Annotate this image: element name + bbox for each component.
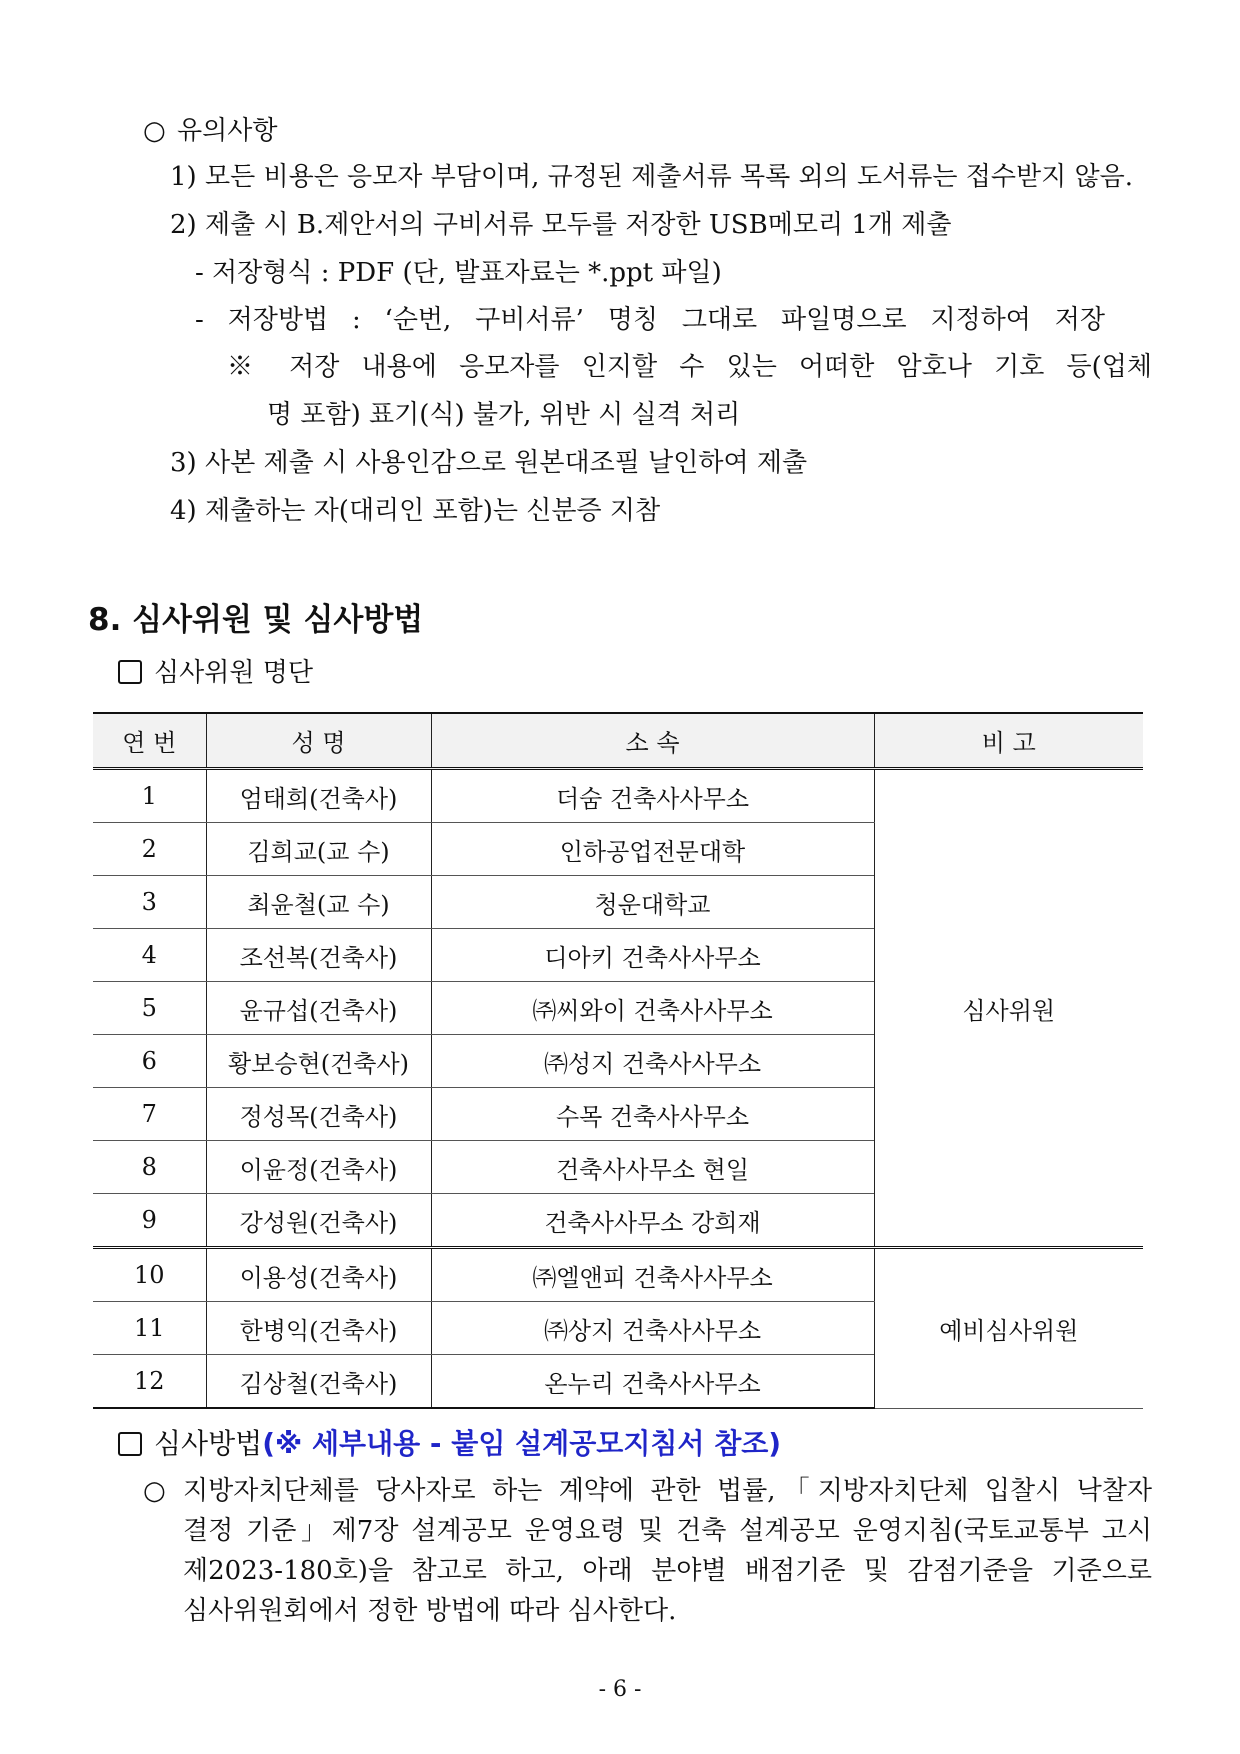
header-affiliation: 소 속 [431,713,874,769]
cell-number: 4 [93,929,206,982]
method-line-4: 심사위원회에서 정한 방법에 따라 심사한다. [183,1596,677,1626]
note-item-2: 2) 제출 시 B.제안서의 구비서류 모두를 저장한 USB메모리 1개 제출 [170,210,952,240]
cell-affiliation: 건축사사무소 현일 [431,1141,874,1194]
cell-affiliation: 건축사사무소 강희재 [431,1194,874,1248]
cell-name: 김상철(건축사) [206,1355,431,1409]
checkbox-square-icon [118,1432,142,1456]
cell-affiliation: ㈜성지 건축사사무소 [431,1035,874,1088]
cell-number: 10 [93,1248,206,1302]
cell-affiliation: ㈜씨와이 건축사사무소 [431,982,874,1035]
cell-name: 이용성(건축사) [206,1248,431,1302]
header-remarks: 비 고 [874,713,1143,769]
header-number: 연 번 [93,713,206,769]
table-header-row [93,713,1143,769]
cell-number: 6 [93,1035,206,1088]
cell-name: 최윤철(교 수) [206,876,431,929]
note-item-3: 3) 사본 제출 시 사용인감으로 원본대조필 날인하여 제출 [170,448,808,478]
cell-number: 7 [93,1088,206,1141]
cell-name: 이윤정(건축사) [206,1141,431,1194]
checkbox-square-icon [118,660,142,684]
cell-remarks-main: 심사위원 [874,769,1143,1248]
cell-number: 9 [93,1194,206,1248]
cell-affiliation: 온누리 건축사사무소 [431,1355,874,1409]
note-item-2-method: - 저장방법 : ‘순번, 구비서류’ 명칭 그대로 파일명으로 지정하여 저장 [195,305,1105,335]
notes-heading [143,114,277,148]
section-title: 8. 심사위원 및 심사방법 [88,602,424,638]
cell-number: 5 [93,982,206,1035]
cell-number: 11 [93,1302,206,1355]
cell-name: 정성목(건축사) [206,1088,431,1141]
cell-name: 조선복(건축사) [206,929,431,982]
cell-name: 김희교(교 수) [206,823,431,876]
method-line-3: 제2023-180호)을 참고로 하고, 아래 분야별 배점기준 및 감점기준을 기준으로 [183,1556,1152,1586]
cell-number: 2 [93,823,206,876]
circle-bullet-icon: ○ [143,1476,166,1506]
cell-name: 한병익(건축사) [206,1302,431,1355]
cell-name: 엄태희(건축사) [206,769,431,823]
cell-number: 12 [93,1355,206,1409]
cell-number: 3 [93,876,206,929]
committee-table [93,712,1143,1409]
table-row [93,769,1143,823]
cell-affiliation: 더숨 건축사사무소 [431,769,874,823]
cell-affiliation: 디아키 건축사사무소 [431,929,874,982]
cell-number: 1 [93,769,206,823]
cell-affiliation: 인하공업전문대학 [431,823,874,876]
note-item-2-warning-cont: 명 포함) 표기(식) 불가, 위반 시 실격 처리 [267,400,741,430]
note-item-1: 1) 모든 비용은 응모자 부담이며, 규정된 제출서류 목록 외의 도서류는 접수받지 않음. [170,162,1133,192]
cell-affiliation: 청운대학교 [431,876,874,929]
notes-title: 유의사항 [177,116,278,146]
method-reference-note: (※ 세부내용 - 붙임 설계공모지침서 참조) [262,1427,782,1460]
header-name: 성 명 [206,713,431,769]
cell-affiliation: ㈜상지 건축사사무소 [431,1302,874,1355]
committee-subtitle: 심사위원 명단 [154,658,313,688]
committee-subtitle-line [118,656,313,690]
page-number: - 6 - [598,1677,642,1702]
method-line-1: 지방자치단체를 당사자로 하는 계약에 관한 법률,「지방자치단체 입찰시 낙찰자 [183,1476,1152,1506]
cell-name: 윤규섭(건축사) [206,982,431,1035]
method-bullet [143,1474,177,1508]
cell-number: 8 [93,1141,206,1194]
table-row [93,1248,1143,1302]
note-item-2-format: - 저장형식 : PDF (단, 발표자료는 *.ppt 파일) [195,258,722,288]
cell-name: 황보승현(건축사) [206,1035,431,1088]
method-heading [118,1427,781,1461]
note-item-2-warning: ※ 저장 내용에 응모자를 인지할 수 있는 어떠한 암호나 기호 등(업체 [227,352,1152,382]
note-item-4: 4) 제출하는 자(대리인 포함)는 신분증 지참 [170,496,661,526]
circle-bullet-icon: ○ [143,116,166,146]
cell-name: 강성원(건축사) [206,1194,431,1248]
method-title: 심사방법 [154,1427,263,1460]
cell-affiliation: ㈜엘앤피 건축사사무소 [431,1248,874,1302]
cell-remarks-reserve: 예비심사위원 [874,1248,1143,1409]
method-line-2: 결정 기준」제7장 설계공모 운영요령 및 건축 설계공모 운영지침(국토교통부 고시 [183,1516,1152,1546]
cell-affiliation: 수목 건축사사무소 [431,1088,874,1141]
